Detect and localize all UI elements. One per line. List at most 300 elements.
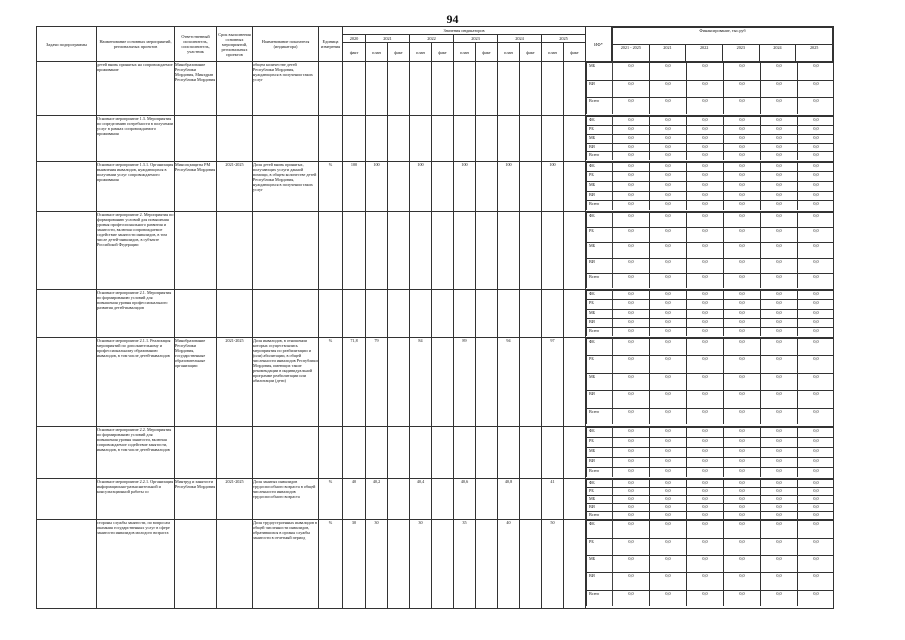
task-cell (37, 62, 97, 116)
financing-amount: 0,0 (761, 172, 798, 182)
financing-amount: 0,0 (613, 479, 650, 487)
financing-row (587, 511, 834, 518)
indicator-value-cell: 30 (410, 520, 432, 609)
financing-amount: 0,0 (613, 339, 650, 356)
financing-row (587, 556, 834, 573)
financing-amount: 0,0 (650, 300, 687, 309)
header-fin-year: 2025 (796, 45, 833, 61)
indicator-value-cell (432, 290, 454, 338)
funding-source-label: Всего (587, 467, 613, 476)
financing-amount: 0,0 (724, 356, 761, 373)
financing-amount: 0,0 (650, 172, 687, 182)
financing-row (587, 274, 834, 288)
financing-amount: 0,0 (687, 573, 724, 590)
funding-source-label: ВИ (587, 503, 613, 511)
financing-amount: 0,0 (761, 125, 798, 134)
financing-amount: 0,0 (761, 427, 798, 437)
financing-amount: 0,0 (650, 427, 687, 437)
funding-source-label: РБ (587, 125, 613, 134)
header-year: 2020 (343, 35, 366, 43)
financing-amount: 0,0 (687, 437, 724, 447)
financing-row (587, 162, 834, 172)
financing-row (587, 373, 834, 390)
funding-source-label: ВИ (587, 143, 613, 152)
financing-amount: 0,0 (687, 538, 724, 555)
funding-source-label: ФБ (587, 427, 613, 437)
page-number: 94 (446, 12, 459, 26)
financing-amount: 0,0 (613, 328, 650, 337)
financing-amount: 0,0 (761, 143, 798, 152)
indicator-value-cell (454, 290, 476, 338)
indicator-value-cell: 100 (454, 161, 476, 211)
financing-amount: 0,0 (650, 437, 687, 447)
financing-amount: 0,0 (761, 80, 798, 98)
financing-amount: 0,0 (687, 172, 724, 182)
financing-amount: 0,0 (650, 503, 687, 511)
financing-amount: 0,0 (761, 391, 798, 408)
header-fin-year: 2023 (722, 45, 759, 61)
unit-cell: % (319, 478, 343, 520)
financing-amount: 0,0 (798, 373, 834, 390)
financing-amount: 0,0 (613, 511, 650, 518)
indicator-value-cell (432, 62, 454, 116)
financing-amount: 0,0 (761, 309, 798, 318)
financing-amount: 0,0 (798, 391, 834, 408)
indicator-value-cell (520, 520, 542, 609)
indicator-value-cell (520, 290, 542, 338)
financing-amount: 0,0 (724, 212, 761, 227)
financing-amount: 0,0 (798, 408, 834, 424)
indicator-value-cell (564, 290, 586, 338)
header-plan: план (542, 43, 564, 62)
financing-amount: 0,0 (724, 521, 761, 538)
financing-amount: 0,0 (724, 172, 761, 182)
financing-row (587, 125, 834, 134)
indicator-value-cell (564, 161, 586, 211)
funding-source-label: РБ (587, 487, 613, 495)
indicator-value-cell (343, 115, 366, 161)
funding-source-label: РБ (587, 437, 613, 447)
financing-amount: 0,0 (613, 373, 650, 390)
financing-amount: 0,0 (761, 318, 798, 327)
financing-row (587, 258, 834, 273)
indicator-value-cell (388, 478, 410, 520)
financing-amount: 0,0 (687, 228, 724, 243)
financing-cell (586, 62, 834, 116)
indicator-value-cell (432, 520, 454, 609)
financing-row (587, 457, 834, 467)
header-fin-year: 2022 (686, 45, 723, 61)
financing-amount: 0,0 (761, 447, 798, 457)
funding-source-label: Всего (587, 152, 613, 160)
unit-cell (319, 426, 343, 478)
funding-source-label: ВИ (587, 573, 613, 590)
financing-amount: 0,0 (724, 503, 761, 511)
indicator-cell: Доля инвалидов, в отношении которых осуществлялись мероприятия по реабилитации и (или) абилитации, в общей численности инвалидов Республики Мордовия, имеющих такие рекомендации в индивидуальной программе реабилитации или абилитации (дети) (253, 338, 319, 427)
financing-amount: 0,0 (761, 182, 798, 192)
financing-amount: 0,0 (798, 318, 834, 327)
financing-amount: 0,0 (650, 328, 687, 337)
financing-amount: 0,0 (613, 356, 650, 373)
financing-cell (586, 520, 834, 609)
financing-amount: 0,0 (724, 538, 761, 555)
financing-amount: 0,0 (687, 328, 724, 337)
indicator-value-cell: 40,8 (498, 478, 520, 520)
indicator-value-cell (454, 115, 476, 161)
financing-row (587, 80, 834, 98)
task-cell (37, 520, 97, 609)
financing-amount: 0,0 (724, 116, 761, 125)
indicator-cell (253, 115, 319, 161)
unit-cell: % (319, 338, 343, 427)
financing-amount: 0,0 (687, 291, 724, 300)
financing-amount: 0,0 (650, 243, 687, 258)
financing-amount: 0,0 (650, 134, 687, 143)
financing-amount: 0,0 (613, 143, 650, 152)
financing-amount: 0,0 (650, 457, 687, 467)
activity-cell: Основное мероприятие 1.3. Мероприятия по определению потребности в получении услуг в рамках сопровождаемого проживания (97, 115, 175, 161)
activity-cell: Основное мероприятие 2.2. Мероприятия по формированию условий для повышения уровня занятости, включая сопровождаемое содействие занятости, инвалидов, в том числе детей-инвалидов (97, 426, 175, 478)
financing-row (587, 152, 834, 160)
indicator-value-cell: 89 (454, 338, 476, 427)
financing-row (587, 467, 834, 476)
funding-source-label: Всего (587, 98, 613, 114)
financing-row (587, 201, 834, 210)
executor-cell (175, 211, 217, 289)
financing-amount: 0,0 (761, 408, 798, 424)
financing-amount: 0,0 (687, 590, 724, 606)
program-table (36, 26, 834, 609)
header-fact: факт (432, 43, 454, 62)
table-row (37, 115, 834, 161)
header-fin-year: 2024 (759, 45, 796, 61)
financing-amount: 0,0 (798, 300, 834, 309)
financing-amount: 0,0 (687, 373, 724, 390)
funding-source-label: ВИ (587, 80, 613, 98)
activity-cell: Основное мероприятие 2.1.1. Реализация мероприятий по дополнительному и профессиональному образованию инвалидов, в том числе детей-инвалидов (97, 338, 175, 427)
financing-amount: 0,0 (798, 134, 834, 143)
financing-amount: 0,0 (724, 339, 761, 356)
header-activity: Наименование основных мероприятий, региональных проектов (97, 27, 175, 62)
financing-amount: 0,0 (687, 134, 724, 143)
financing-amount: 0,0 (650, 479, 687, 487)
financing-amount: 0,0 (761, 63, 798, 81)
financing-amount: 0,0 (798, 309, 834, 318)
funding-source-label: МБ (587, 373, 613, 390)
financing-amount: 0,0 (650, 291, 687, 300)
financing-row (587, 172, 834, 182)
indicator-value-cell (343, 426, 366, 478)
financing-amount: 0,0 (650, 63, 687, 81)
indicator-cell (253, 426, 319, 478)
financing-amount: 0,0 (613, 487, 650, 495)
indicator-value-cell (454, 426, 476, 478)
indicator-cell: Доля занятых инвалидов трудоспособного возраста в общей численности инвалидов трудоспособного возраста (253, 478, 319, 520)
financing-amount: 0,0 (613, 243, 650, 258)
financing-row (587, 408, 834, 424)
financing-amount: 0,0 (798, 457, 834, 467)
financing-amount: 0,0 (724, 467, 761, 476)
financing-row (587, 573, 834, 590)
financing-amount: 0,0 (798, 125, 834, 134)
indicator-value-cell: 100 (343, 161, 366, 211)
header-indicator: Наименование показателя (индикатора) (253, 27, 319, 62)
task-cell (37, 426, 97, 478)
financing-row (587, 521, 834, 538)
financing-amount: 0,0 (687, 457, 724, 467)
indicator-value-cell (520, 161, 542, 211)
financing-amount: 0,0 (761, 487, 798, 495)
financing-amount: 0,0 (798, 143, 834, 152)
header-year: 2025 (542, 35, 586, 43)
financing-amount: 0,0 (761, 258, 798, 273)
financing-row (587, 495, 834, 503)
financing-amount: 0,0 (724, 152, 761, 160)
task-cell (37, 115, 97, 161)
financing-amount: 0,0 (650, 467, 687, 476)
funding-source-label: ВИ (587, 457, 613, 467)
financing-amount: 0,0 (798, 521, 834, 538)
funding-source-label: МБ (587, 447, 613, 457)
indicator-value-cell (520, 115, 542, 161)
financing-amount: 0,0 (798, 427, 834, 437)
indicator-value-cell: 40 (343, 478, 366, 520)
financing-amount: 0,0 (724, 309, 761, 318)
financing-amount: 0,0 (761, 521, 798, 538)
header-plan: план (366, 43, 388, 62)
financing-cell (586, 426, 834, 478)
financing-amount: 0,0 (613, 495, 650, 503)
term-cell (217, 426, 253, 478)
indicator-value-cell (410, 62, 432, 116)
indicator-value-cell (498, 115, 520, 161)
financing-amount: 0,0 (687, 116, 724, 125)
indicator-value-cell (498, 426, 520, 478)
funding-source-label: ФБ (587, 521, 613, 538)
executor-cell (175, 520, 217, 609)
financing-amount: 0,0 (650, 339, 687, 356)
financing-amount: 0,0 (761, 495, 798, 503)
financing-amount: 0,0 (724, 98, 761, 114)
term-cell (217, 115, 253, 161)
financing-cell (586, 211, 834, 289)
financing-amount: 0,0 (724, 191, 761, 201)
indicator-value-cell (343, 290, 366, 338)
financing-amount: 0,0 (613, 152, 650, 160)
header-year: 2024 (498, 35, 542, 43)
funding-source-label: МБ (587, 134, 613, 143)
financing-amount: 0,0 (613, 125, 650, 134)
indicator-value-cell: 100 (410, 161, 432, 211)
financing-amount: 0,0 (650, 447, 687, 457)
financing-amount: 0,0 (613, 162, 650, 172)
financing-amount: 0,0 (650, 191, 687, 201)
financing-amount: 0,0 (724, 573, 761, 590)
indicator-value-cell (476, 426, 498, 478)
financing-amount: 0,0 (761, 457, 798, 467)
financing-amount: 0,0 (650, 162, 687, 172)
financing-amount: 0,0 (650, 487, 687, 495)
financing-row (587, 590, 834, 606)
financing-amount: 0,0 (687, 339, 724, 356)
indicator-value-cell (410, 290, 432, 338)
indicator-value-cell: 94 (498, 338, 520, 427)
financing-amount: 0,0 (798, 573, 834, 590)
executor-cell: Минобразование Республики Мордовия, Минздрав Республики Мордовия (175, 62, 217, 116)
unit-cell: % (319, 520, 343, 609)
financing-row (587, 134, 834, 143)
indicator-value-cell (388, 161, 410, 211)
financing-cell (586, 478, 834, 520)
financing-amount: 0,0 (798, 152, 834, 160)
financing-amount: 0,0 (798, 447, 834, 457)
table-row (37, 338, 834, 427)
funding-source-label: ФБ (587, 162, 613, 172)
indicator-cell: Доля детей вновь принятых, получающих услуги данной помощи, в общем количестве детей Республики Мордовия, нуждающихся в получении таких услуг (253, 161, 319, 211)
financing-amount: 0,0 (798, 339, 834, 356)
financing-amount: 0,0 (761, 162, 798, 172)
unit-cell (319, 115, 343, 161)
financing-amount: 0,0 (724, 291, 761, 300)
financing-amount: 0,0 (687, 258, 724, 273)
financing-amount: 0,0 (724, 125, 761, 134)
header-year: 2022 (410, 35, 454, 43)
financing-amount: 0,0 (650, 309, 687, 318)
financing-amount: 0,0 (613, 274, 650, 288)
unit-cell (319, 211, 343, 289)
financing-row (587, 191, 834, 201)
financing-amount: 0,0 (798, 116, 834, 125)
indicator-value-cell (343, 211, 366, 289)
executor-cell: Минобразование Республики Мордовия, государственные образовательные организации (175, 338, 217, 427)
indicator-value-cell (366, 290, 388, 338)
financing-amount: 0,0 (687, 300, 724, 309)
financing-row (587, 437, 834, 447)
financing-row (587, 328, 834, 337)
term-cell (217, 62, 253, 116)
financing-amount: 0,0 (650, 495, 687, 503)
funding-source-label: РБ (587, 538, 613, 555)
indicator-value-cell (454, 211, 476, 289)
financing-amount: 0,0 (613, 300, 650, 309)
funding-source-label: ФБ (587, 479, 613, 487)
financing-amount: 0,0 (613, 521, 650, 538)
funding-source-label: Всего (587, 201, 613, 210)
financing-amount: 0,0 (687, 447, 724, 457)
financing-amount: 0,0 (687, 98, 724, 114)
indicator-value-cell (476, 520, 498, 609)
financing-amount: 0,0 (613, 457, 650, 467)
financing-amount: 0,0 (613, 134, 650, 143)
header-src: ИФ* (586, 27, 612, 62)
indicator-value-cell (388, 426, 410, 478)
financing-amount: 0,0 (650, 521, 687, 538)
indicator-value-cell: 41 (542, 478, 564, 520)
financing-amount: 0,0 (724, 437, 761, 447)
financing-amount: 0,0 (761, 328, 798, 337)
financing-amount: 0,0 (761, 479, 798, 487)
financing-row (587, 538, 834, 555)
financing-amount: 0,0 (798, 467, 834, 476)
indicator-value-cell: 35 (454, 520, 476, 609)
financing-amount: 0,0 (798, 538, 834, 555)
financing-row (587, 503, 834, 511)
indicator-value-cell (498, 290, 520, 338)
indicator-value-cell (542, 115, 564, 161)
header-fact: факт (388, 43, 410, 62)
indicator-value-cell (476, 161, 498, 211)
financing-amount: 0,0 (650, 274, 687, 288)
financing-amount: 0,0 (724, 590, 761, 606)
activity-cell: Основное мероприятие 2. Мероприятия по формированию условий для повышения уровня профессионального развития и занятости, включая сопровождаемое содействие занятости инвалидов, в том числе детей-инвалидов, в субъекте Российской Федерации (97, 211, 175, 289)
financing-amount: 0,0 (724, 447, 761, 457)
indicator-value-cell (498, 62, 520, 116)
financing-row (587, 309, 834, 318)
funding-source-label: Всего (587, 590, 613, 606)
indicator-value-cell (476, 211, 498, 289)
financing-row (587, 427, 834, 437)
financing-amount: 0,0 (613, 391, 650, 408)
financing-amount: 0,0 (798, 487, 834, 495)
financing-amount: 0,0 (724, 318, 761, 327)
financing-amount: 0,0 (761, 503, 798, 511)
financing-amount: 0,0 (650, 143, 687, 152)
financing-amount: 0,0 (650, 373, 687, 390)
financing-amount: 0,0 (650, 212, 687, 227)
financing-amount: 0,0 (687, 191, 724, 201)
financing-amount: 0,0 (798, 291, 834, 300)
header-plan: план (410, 43, 432, 62)
financing-amount: 0,0 (687, 467, 724, 476)
financing-amount: 0,0 (798, 328, 834, 337)
executor-cell: Минтруд и занятости Республики Мордовия (175, 478, 217, 520)
financing-amount: 0,0 (650, 182, 687, 192)
financing-amount: 0,0 (613, 556, 650, 573)
indicator-value-cell (366, 62, 388, 116)
financing-amount: 0,0 (687, 391, 724, 408)
financing-amount: 0,0 (761, 116, 798, 125)
financing-amount: 0,0 (687, 125, 724, 134)
indicator-value-cell (476, 115, 498, 161)
funding-source-label: ВИ (587, 191, 613, 201)
financing-amount: 0,0 (687, 182, 724, 192)
unit-cell: % (319, 161, 343, 211)
financing-amount: 0,0 (613, 427, 650, 437)
indicator-value-cell (432, 161, 454, 211)
financing-amount: 0,0 (798, 98, 834, 114)
financing-amount: 0,0 (798, 258, 834, 273)
indicator-value-cell (564, 115, 586, 161)
funding-source-label: ВИ (587, 258, 613, 273)
financing-amount: 0,0 (613, 98, 650, 114)
financing-amount: 0,0 (761, 228, 798, 243)
header-fin-year: 2021 - 2025 (613, 45, 650, 61)
indicator-value-cell: 84 (410, 338, 432, 427)
activity-cell: стороны службы занятости, по вопросам оказания государственных услуг в сфере занятости инвалидов молодого возраста (97, 520, 175, 609)
funding-source-label: Всего (587, 328, 613, 337)
financing-row (587, 479, 834, 487)
header-plan: план (454, 43, 476, 62)
indicator-value-cell (388, 211, 410, 289)
indicator-value-cell (476, 290, 498, 338)
term-cell: 2021-2025 (217, 338, 253, 427)
table-row (37, 290, 834, 338)
indicator-value-cell (476, 338, 498, 427)
financing-amount: 0,0 (761, 373, 798, 390)
financing-amount: 0,0 (687, 556, 724, 573)
financing-amount: 0,0 (650, 258, 687, 273)
funding-source-label: МБ (587, 243, 613, 258)
